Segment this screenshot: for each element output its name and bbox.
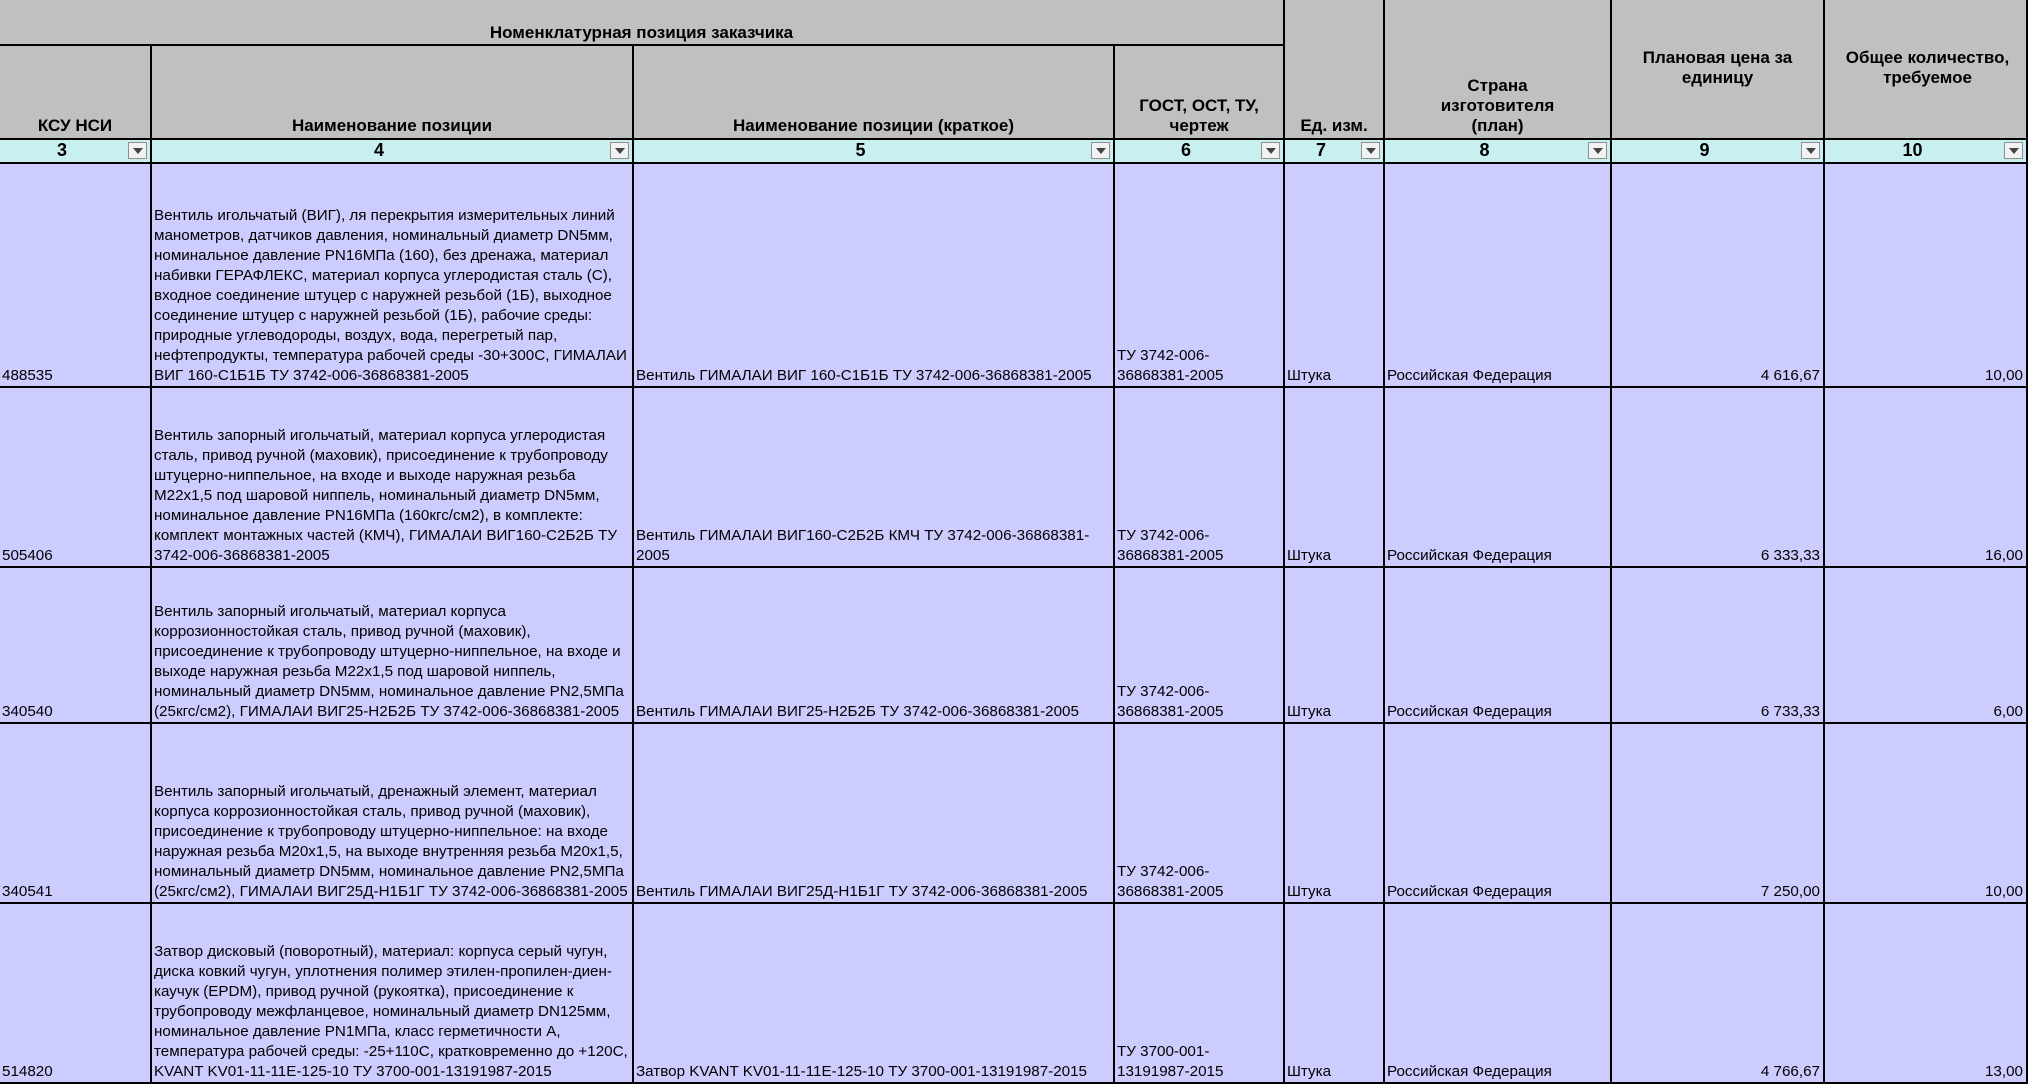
cell-text: ТУ 3742-006-36868381-2005	[1117, 527, 1224, 564]
col-number-7	[1285, 140, 1385, 164]
filter-dropdown-icon[interactable]	[2004, 142, 2023, 159]
cell-country[interactable]	[1385, 388, 1612, 568]
cell-text: 4 766,67	[1760, 1063, 1820, 1080]
cell-text: 7 250,00	[1760, 883, 1820, 900]
cell-text: Штука	[1287, 1063, 1332, 1080]
col-header-short-name[interactable]: Наименование позиции (краткое)	[634, 46, 1115, 140]
group-header[interactable]: Номенклатурная позиция заказчика	[0, 0, 1285, 46]
cell-unit[interactable]	[1285, 388, 1385, 568]
cell-text: ТУ 3742-006-36868381-2005	[1117, 683, 1224, 720]
cell-short-name[interactable]	[634, 724, 1115, 904]
cell-text: Затвор KVANT KV01-11-11E-125-10 ТУ 3700-001-13191987-2015	[636, 1063, 1088, 1080]
cell-quantity[interactable]	[1825, 904, 2028, 1084]
cell-unit[interactable]	[1285, 164, 1385, 388]
cell-country[interactable]	[1385, 904, 1612, 1084]
col-number-label: 5	[855, 140, 866, 160]
cell-quantity[interactable]	[1825, 164, 2028, 388]
cell-text: Вентиль запорный игольчатый, материал корпуса углеродистая сталь, привод ручной (маховик), присоединение к трубопроводу штуцерно-ниппельное, на входе и выходе наружная резьба М22х1,5 под шаровой ниппель, номинальный диаметр DN5мм, номинальное давление PN16МПа (160кгс/см2), в комплекте: комплект монтажных частей (КМЧ), ГИМАЛАИ ВИГ160-С2Б2Б ТУ 3742-006-36868381-2005	[154, 427, 617, 564]
cell-text: 6 733,33	[1760, 703, 1820, 720]
cell-price[interactable]	[1612, 904, 1825, 1084]
col-number-label: 4	[373, 140, 384, 160]
cell-text: Штука	[1287, 547, 1332, 564]
col-number-9	[1612, 140, 1825, 164]
col-number-4	[152, 140, 634, 164]
cell-text: 13,00	[1984, 1063, 2023, 1080]
col-number-10	[1825, 140, 2028, 164]
cell-country[interactable]	[1385, 724, 1612, 904]
cell-ksu[interactable]	[0, 904, 152, 1084]
cell-text: Затвор дисковый (поворотный), материал: корпуса серый чугун, диска ковкий чугун, уплотнения полимер этилен-пропилен-диен-каучук (EPDM), привод ручной (рукоятка), присоединение к трубопроводу межфланцевое, номинальный диаметр DN125мм, номинальное давление PN1МПа, класс герметичности А, температура рабочей среды: -25+110С, кратковременно до +120С, KVANT KV01-11-11E-125-10 ТУ 3700-001-13191987-2015	[154, 943, 628, 1080]
cell-text: Вентиль запорный игольчатый, дренажный элемент, материал корпуса коррозионностойкая сталь, привод ручной (маховик), присоединение к трубопроводу штуцерно-ниппельное: на входе наружная резьба М20х1,5, на выходе внутренняя резьба М20х1,5, номинальный диаметр DN5мм, номинальное давление PN2,5МПа (25кгс/см2), ГИМАЛАИ ВИГ25Д-Н1Б1Г ТУ 3742-006-36868381-2005	[154, 783, 628, 900]
cell-text: Российская Федерация	[1387, 547, 1552, 564]
cell-text: 6,00	[1993, 703, 2023, 720]
cell-name[interactable]	[152, 724, 634, 904]
cell-unit[interactable]	[1285, 568, 1385, 724]
cell-text: 514820	[2, 1063, 53, 1080]
cell-text: Вентиль запорный игольчатый, материал корпуса коррозионностойкая сталь, привод ручной (маховик), присоединение к трубопроводу штуцерно-ниппельное, на входе и выходе наружная резьба М22х1,5 под шаровой ниппель, номинальный диаметр DN5мм, номинальное давление PN2,5МПа (25кгс/см2), ГИМАЛАИ ВИГ25-Н2Б2Б ТУ 3742-006-36868381-2005	[154, 603, 624, 720]
filter-dropdown-icon[interactable]	[1091, 142, 1110, 159]
cell-short-name[interactable]	[634, 388, 1115, 568]
filter-dropdown-icon[interactable]	[1361, 142, 1380, 159]
cell-quantity[interactable]	[1825, 568, 2028, 724]
filter-dropdown-icon[interactable]	[1261, 142, 1280, 159]
col-header-name[interactable]: Наименование позиции	[152, 46, 634, 140]
cell-ksu[interactable]	[0, 724, 152, 904]
cell-text: Вентиль ГИМАЛАИ ВИГ25-Н2Б2Б ТУ 3742-006-36868381-2005	[636, 703, 1079, 720]
col-number-label: 10	[1902, 140, 1923, 160]
cell-text: 6 333,33	[1760, 547, 1820, 564]
cell-unit[interactable]	[1285, 724, 1385, 904]
cell-short-name[interactable]	[634, 568, 1115, 724]
cell-text: Вентиль игольчатый (ВИГ), ля перекрытия измерительных линий манометров, датчиков давления, номинальный диаметр DN5мм, номинальное давление PN16МПа (160), без дренажа, материал набивки ГЕРАФЛЕКС, материал корпуса углеродистая сталь (С), входное соединение штуцер с наружней резьбой (1Б), выходное соединение штуцер с наружней резьбой (1Б), рабочие среды: природные углеводороды, воздух, вода, перегретый пар, нефтепродукты, температура рабочей среды -30+300С, ГИМАЛАИ ВИГ 160-С1Б1Б ТУ 3742-006-36868381-2005	[154, 207, 627, 384]
cell-price[interactable]	[1612, 568, 1825, 724]
cell-country[interactable]	[1385, 568, 1612, 724]
cell-text: 505406	[2, 547, 53, 564]
col-header-ksu[interactable]: КСУ НСИ	[0, 46, 152, 140]
cell-unit[interactable]	[1285, 904, 1385, 1084]
cell-text: 340540	[2, 703, 53, 720]
cell-text: 340541	[2, 883, 53, 900]
col-header-quantity[interactable]: Общее количество, требуемое	[1825, 0, 2028, 140]
col-header-price[interactable]: Плановая цена за единицу	[1612, 0, 1825, 140]
filter-dropdown-icon[interactable]	[1588, 142, 1607, 159]
col-number-6	[1115, 140, 1285, 164]
col-number-3	[0, 140, 152, 164]
cell-quantity[interactable]	[1825, 388, 2028, 568]
cell-text: ТУ 3700-001-13191987-2015	[1117, 1043, 1224, 1080]
cell-standard[interactable]	[1115, 568, 1285, 724]
col-header-country[interactable]: Страна изготовителя (план)	[1385, 0, 1612, 140]
cell-text: Вентиль ГИМАЛАИ ВИГ25Д-Н1Б1Г ТУ 3742-006-36868381-2005	[636, 883, 1088, 900]
cell-name[interactable]	[152, 904, 634, 1084]
col-number-label: 6	[1180, 140, 1191, 160]
cell-text: 16,00	[1984, 547, 2023, 564]
cell-text: Вентиль ГИМАЛАИ ВИГ 160-С1Б1Б ТУ 3742-006-36868381-2005	[636, 367, 1092, 384]
cell-text: Штука	[1287, 883, 1332, 900]
cell-text: Штука	[1287, 367, 1332, 384]
cell-price[interactable]	[1612, 164, 1825, 388]
cell-quantity[interactable]	[1825, 724, 2028, 904]
cell-text: 488535	[2, 367, 53, 384]
cell-text: Российская Федерация	[1387, 1063, 1552, 1080]
cell-standard[interactable]	[1115, 904, 1285, 1084]
filter-dropdown-icon[interactable]	[1801, 142, 1820, 159]
col-number-5	[634, 140, 1115, 164]
cell-short-name[interactable]	[634, 164, 1115, 388]
cell-price[interactable]	[1612, 388, 1825, 568]
cell-short-name[interactable]	[634, 904, 1115, 1084]
cell-text: ТУ 3742-006-36868381-2005	[1117, 347, 1224, 384]
filter-dropdown-icon[interactable]	[610, 142, 629, 159]
cell-name[interactable]	[152, 164, 634, 388]
cell-text: 10,00	[1984, 883, 2023, 900]
cell-ksu[interactable]	[0, 164, 152, 388]
cell-standard[interactable]	[1115, 724, 1285, 904]
col-number-8	[1385, 140, 1612, 164]
cell-standard[interactable]	[1115, 388, 1285, 568]
cell-standard[interactable]	[1115, 164, 1285, 388]
cell-ksu[interactable]	[0, 568, 152, 724]
col-header-standard[interactable]: ГОСТ, ОСТ, ТУ, чертеж	[1115, 46, 1285, 140]
cell-name[interactable]	[152, 568, 634, 724]
col-number-label: 9	[1699, 140, 1710, 160]
filter-dropdown-icon[interactable]	[128, 142, 147, 159]
cell-text: Российская Федерация	[1387, 883, 1552, 900]
cell-text: Российская Федерация	[1387, 367, 1552, 384]
cell-text: ТУ 3742-006-36868381-2005	[1117, 863, 1224, 900]
col-number-label: 7	[1315, 140, 1326, 160]
cell-country[interactable]	[1385, 164, 1612, 388]
col-number-label: 3	[56, 140, 67, 160]
cell-text: 4 616,67	[1760, 367, 1820, 384]
col-number-label: 8	[1479, 140, 1490, 160]
cell-text: 10,00	[1984, 367, 2023, 384]
cell-ksu[interactable]	[0, 388, 152, 568]
cell-text: Российская Федерация	[1387, 703, 1552, 720]
cell-text: Штука	[1287, 703, 1332, 720]
col-header-unit[interactable]: Ед. изм.	[1285, 0, 1385, 140]
cell-text: Вентиль ГИМАЛАИ ВИГ160-С2Б2Б КМЧ ТУ 3742-006-36868381-2005	[636, 527, 1090, 564]
cell-price[interactable]	[1612, 724, 1825, 904]
cell-name[interactable]	[152, 388, 634, 568]
